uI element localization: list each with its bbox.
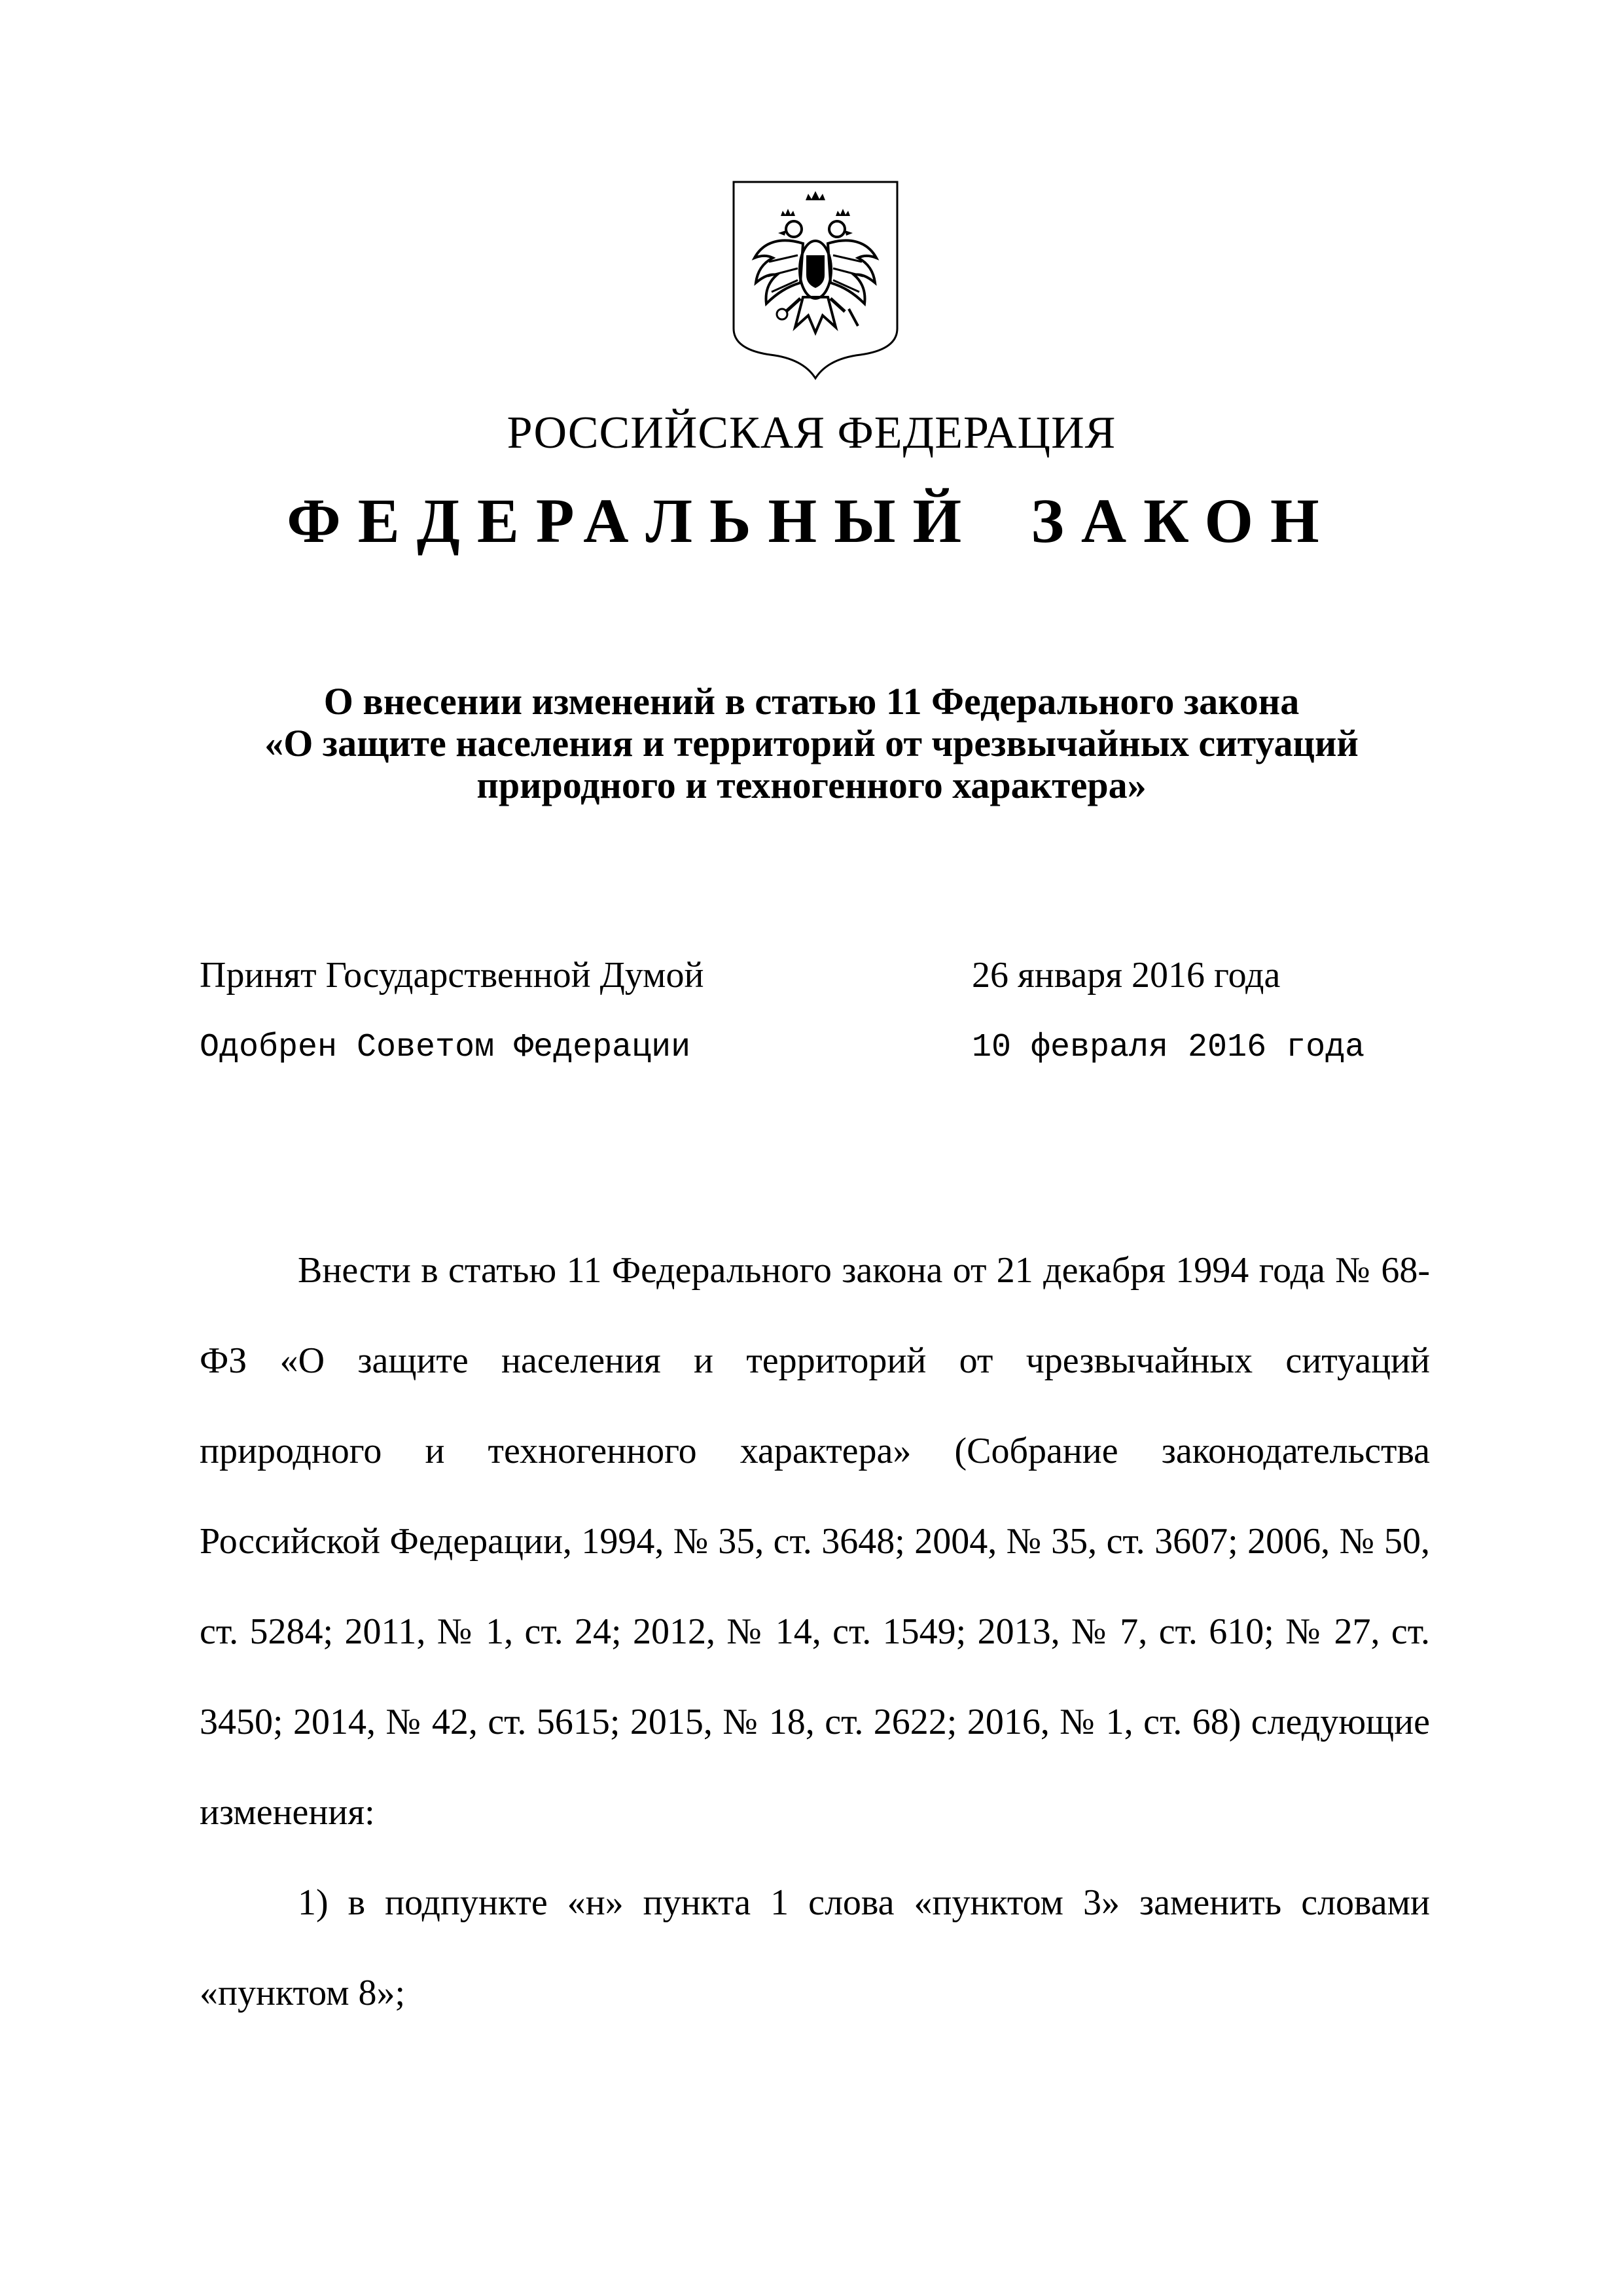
adoption-label: Одобрен Советом Федерации	[200, 1029, 691, 1066]
document-type: ФЕДЕРАЛЬНЫЙ ЗАКОН	[287, 486, 1336, 556]
law-body	[200, 1225, 1430, 2038]
law-title	[196, 681, 1427, 806]
body-paragraph-intro: Внести в статью 11 Федерального закона от 21 декабря 1994 года № 68-ФЗ «О защите населения и территорий от чрезвычайных ситуаций природного и техногенного характера» (Собрание законодательства Российской Федерации, 1994, № 35, ст. 3648; 2004, № 35, ст. 3607; 2006, № 50, ст. 5284; 2011, № 1, ст. 24; 2012, № 14, ст. 1549; 2013, № 7, ст. 610; № 27, ст. 3450; 2014, № 42, ст. 5615; 2015, № 18, ст. 2622; 2016, № 1, ст. 68) следующие изменения:	[200, 1250, 1430, 1833]
coat-of-arms-icon	[730, 178, 901, 382]
adoption-date: 26 января 2016 года	[972, 955, 1281, 996]
adoption-label: Принят Государственной Думой	[200, 955, 704, 996]
country-name: РОССИЙСКАЯ ФЕДЕРАЦИЯ	[507, 408, 1116, 458]
adoption-date: 10 февраля 2016 года	[972, 1029, 1365, 1066]
law-title-line-2: «О защите населения и территорий от чрезвычайных ситуаций	[264, 722, 1359, 764]
body-paragraph-item-1: 1) в подпункте «н» пункта 1 слова «пунктом 3» заменить словами «пунктом 8»;	[200, 1882, 1430, 2013]
law-title-line-3: природного и техногенного характера»	[476, 764, 1147, 806]
law-title-line-1: О внесении изменений в статью 11 Федерального закона	[323, 680, 1300, 723]
